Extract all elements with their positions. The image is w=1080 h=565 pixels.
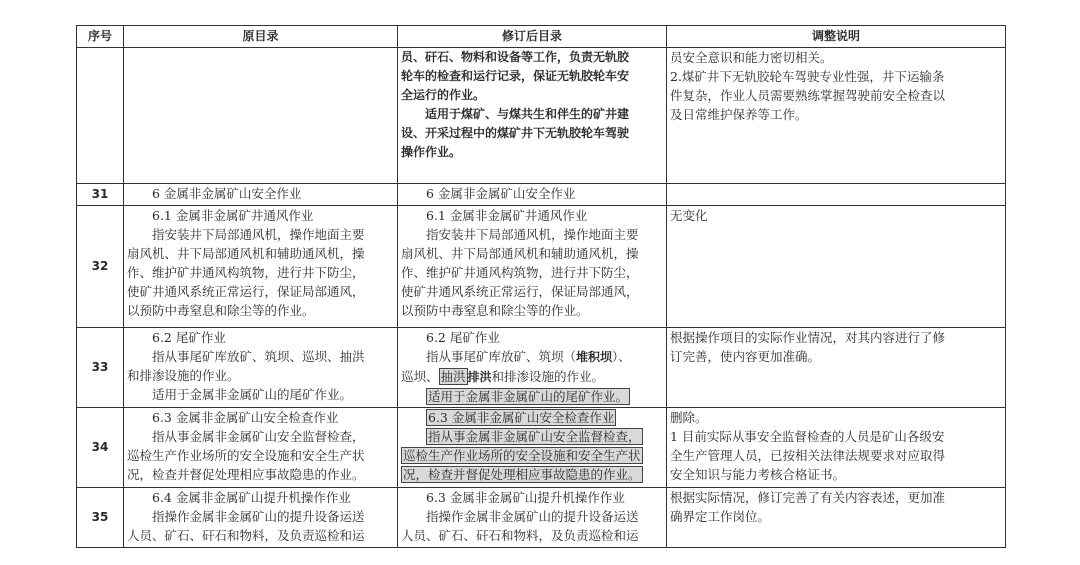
text-line: 员、矸石、物料和设备等工作，负责无轨胶	[401, 50, 630, 64]
text-line: 指安装井下局部通风机，操作地面主要	[152, 227, 365, 242]
row-number	[77, 48, 124, 184]
notes-cell	[667, 184, 1006, 206]
table-row	[77, 408, 1006, 488]
original-cell	[124, 488, 398, 548]
notes-cell	[667, 408, 1006, 488]
row-number: 31	[77, 184, 124, 206]
revision-table	[76, 25, 1006, 548]
header-revised: 修订后目录	[398, 26, 667, 48]
header-original: 原目录	[124, 26, 398, 48]
deleted-text: 6.3 金属非金属矿山安全检查作业	[428, 410, 615, 425]
text-line: 人员、矿石、矸石和物料，及负责巡检和运	[127, 528, 365, 543]
notes-cell	[667, 48, 1006, 184]
item-title: 6.1 金属非金属矿井通风作业	[152, 208, 314, 223]
text-line: 指操作金属非金属矿山的提升设备运送	[426, 509, 639, 524]
text-line: 员安全意识和能力密切相关。	[670, 50, 833, 65]
text-line: 操作作业。	[401, 145, 462, 159]
notes-cell	[667, 206, 1006, 328]
section-title: 6 金属非金属矿山安全作业	[152, 186, 302, 201]
text-run: ）、	[612, 349, 631, 364]
header-row	[77, 26, 1006, 48]
deleted-text: 巡检生产作业场所的安全设施和安全生产状	[403, 448, 641, 463]
text-line: 及日常维护保养等工作。	[670, 107, 808, 122]
text-line: 作、维护矿井通风构筑物，进行井下防尘，	[127, 265, 365, 280]
text-run: 和排渗设施的作业。	[491, 369, 605, 384]
revised-cell	[398, 328, 667, 408]
deleted-text: 抽洪	[440, 369, 466, 384]
text-line: 以预防中毒窒息和除尘等的作业。	[401, 303, 589, 318]
deleted-block	[401, 446, 663, 465]
text-line: 指操作金属非金属矿山的提升设备运送	[152, 509, 365, 524]
text-line: 确界定工作岗位。	[670, 509, 771, 524]
original-cell	[124, 48, 398, 184]
text-run: 指从事尾矿库放矿、筑坝（	[426, 349, 577, 364]
text-line: 轮车的检查和运行记录，保证无轨胶轮车安	[401, 69, 630, 83]
deleted-text: 指从事金属非金属矿山安全监督检查，	[428, 429, 641, 444]
deleted-text: 适用于金属非金属矿山的尾矿作业。	[428, 389, 629, 404]
notes-cell	[667, 488, 1006, 548]
text-line: 况，检查并督促处理相应事故隐患的作业。	[127, 467, 365, 482]
deleted-block	[401, 408, 663, 427]
revised-cell	[398, 488, 667, 548]
inserted-text: 排洪	[467, 370, 492, 384]
section-title: 6 金属非金属矿山安全作业	[426, 186, 576, 201]
item-title: 6.1 金属非金属矿井通风作业	[426, 208, 588, 223]
header-notes: 调整说明	[667, 26, 1006, 48]
text-line: 删除。	[670, 410, 708, 425]
row-number: 32	[77, 206, 124, 328]
text-line	[401, 367, 663, 387]
revised-cell	[398, 48, 667, 184]
deleted-text: 况，检查并督促处理相应事故隐患的作业。	[403, 467, 641, 482]
original-cell	[124, 408, 398, 488]
note-text: 无变化	[670, 208, 708, 223]
item-title: 6.4 金属非金属矿山提升机操作作业	[152, 490, 351, 505]
text-line: 使矿井通风系统正常运行，保证局部通风，	[401, 284, 639, 299]
row-number: 33	[77, 328, 124, 408]
text-line: 指安装井下局部通风机，操作地面主要	[426, 227, 639, 242]
text-run: 巡坝、	[401, 369, 439, 384]
text-line: 扇风机、井下局部通风机和辅助通风机，操	[127, 246, 365, 261]
notes-cell	[667, 328, 1006, 408]
text-line: 设、开采过程中的煤矿井下无轨胶轮车驾驶	[401, 126, 630, 140]
original-cell	[124, 184, 398, 206]
revised-cell	[398, 184, 667, 206]
text-line: 安全知识与能力考核合格证书。	[670, 467, 846, 482]
text-line: 扇风机、井下局部通风机和辅助通风机，操	[401, 246, 639, 261]
revised-cell	[398, 206, 667, 328]
table-row	[77, 48, 1006, 184]
text-line: 巡检生产作业场所的安全设施和安全生产状	[127, 448, 365, 463]
text-line: 订完善，使内容更加准确。	[670, 349, 821, 364]
revised-cell	[398, 408, 667, 488]
text-line	[401, 347, 663, 367]
deleted-block	[401, 427, 663, 446]
table-row	[77, 328, 1006, 408]
text-line: 适用于煤矿、与煤共生和伴生的矿井建	[425, 107, 630, 121]
text-line: 和排渗设施的作业。	[127, 368, 240, 383]
header-num: 序号	[77, 26, 124, 48]
text-line: 人员、矿石、矸石和物料，及负责巡检和运	[401, 528, 639, 543]
text-line: 以预防中毒窒息和除尘等的作业。	[127, 303, 315, 318]
text-line: 使矿井通风系统正常运行，保证局部通风，	[127, 284, 365, 299]
table-row	[77, 184, 1006, 206]
row-number: 35	[77, 488, 124, 548]
text-line	[401, 387, 663, 406]
text-line: 适用于金属非金属矿山的尾矿作业。	[152, 387, 353, 402]
inserted-text: 堆积坝	[576, 350, 613, 364]
original-cell	[124, 328, 398, 408]
row-number: 34	[77, 408, 124, 488]
text-line: 2.煤矿井下无轨胶轮车驾驶专业性强，井下运输条	[670, 69, 945, 84]
text-line: 根据实际情况，修订完善了有关内容表述，更加准	[670, 490, 946, 505]
item-title: 6.2 尾矿作业	[152, 330, 226, 345]
original-cell	[124, 206, 398, 328]
text-line: 全生产管理人员，已按相关法律法规要求对应取得	[670, 448, 946, 463]
text-line: 件复杂，作业人员需要熟练掌握驾驶前安全检查以	[670, 88, 946, 103]
text-line: 1 目前实际从事安全监督检查的人员是矿山各级安	[670, 429, 945, 444]
text-line: 根据操作项目的实际作业情况，对其内容进行了修	[670, 330, 946, 345]
table-row	[77, 206, 1006, 328]
table-row	[77, 488, 1006, 548]
item-title: 6.3 金属非金属矿山安全检查作业	[152, 410, 339, 425]
item-title: 6.3 金属非金属矿山提升机操作作业	[426, 490, 625, 505]
item-title: 6.2 尾矿作业	[426, 330, 500, 345]
text-line: 全运行的作业。	[401, 88, 486, 102]
deleted-block	[401, 465, 663, 484]
text-line: 指从事尾矿库放矿、筑坝、巡坝、抽洪	[152, 349, 365, 364]
text-line: 作、维护矿井通风构筑物，进行井下防尘，	[401, 265, 639, 280]
text-line: 指从事金属非金属矿山安全监督检查，	[152, 429, 365, 444]
